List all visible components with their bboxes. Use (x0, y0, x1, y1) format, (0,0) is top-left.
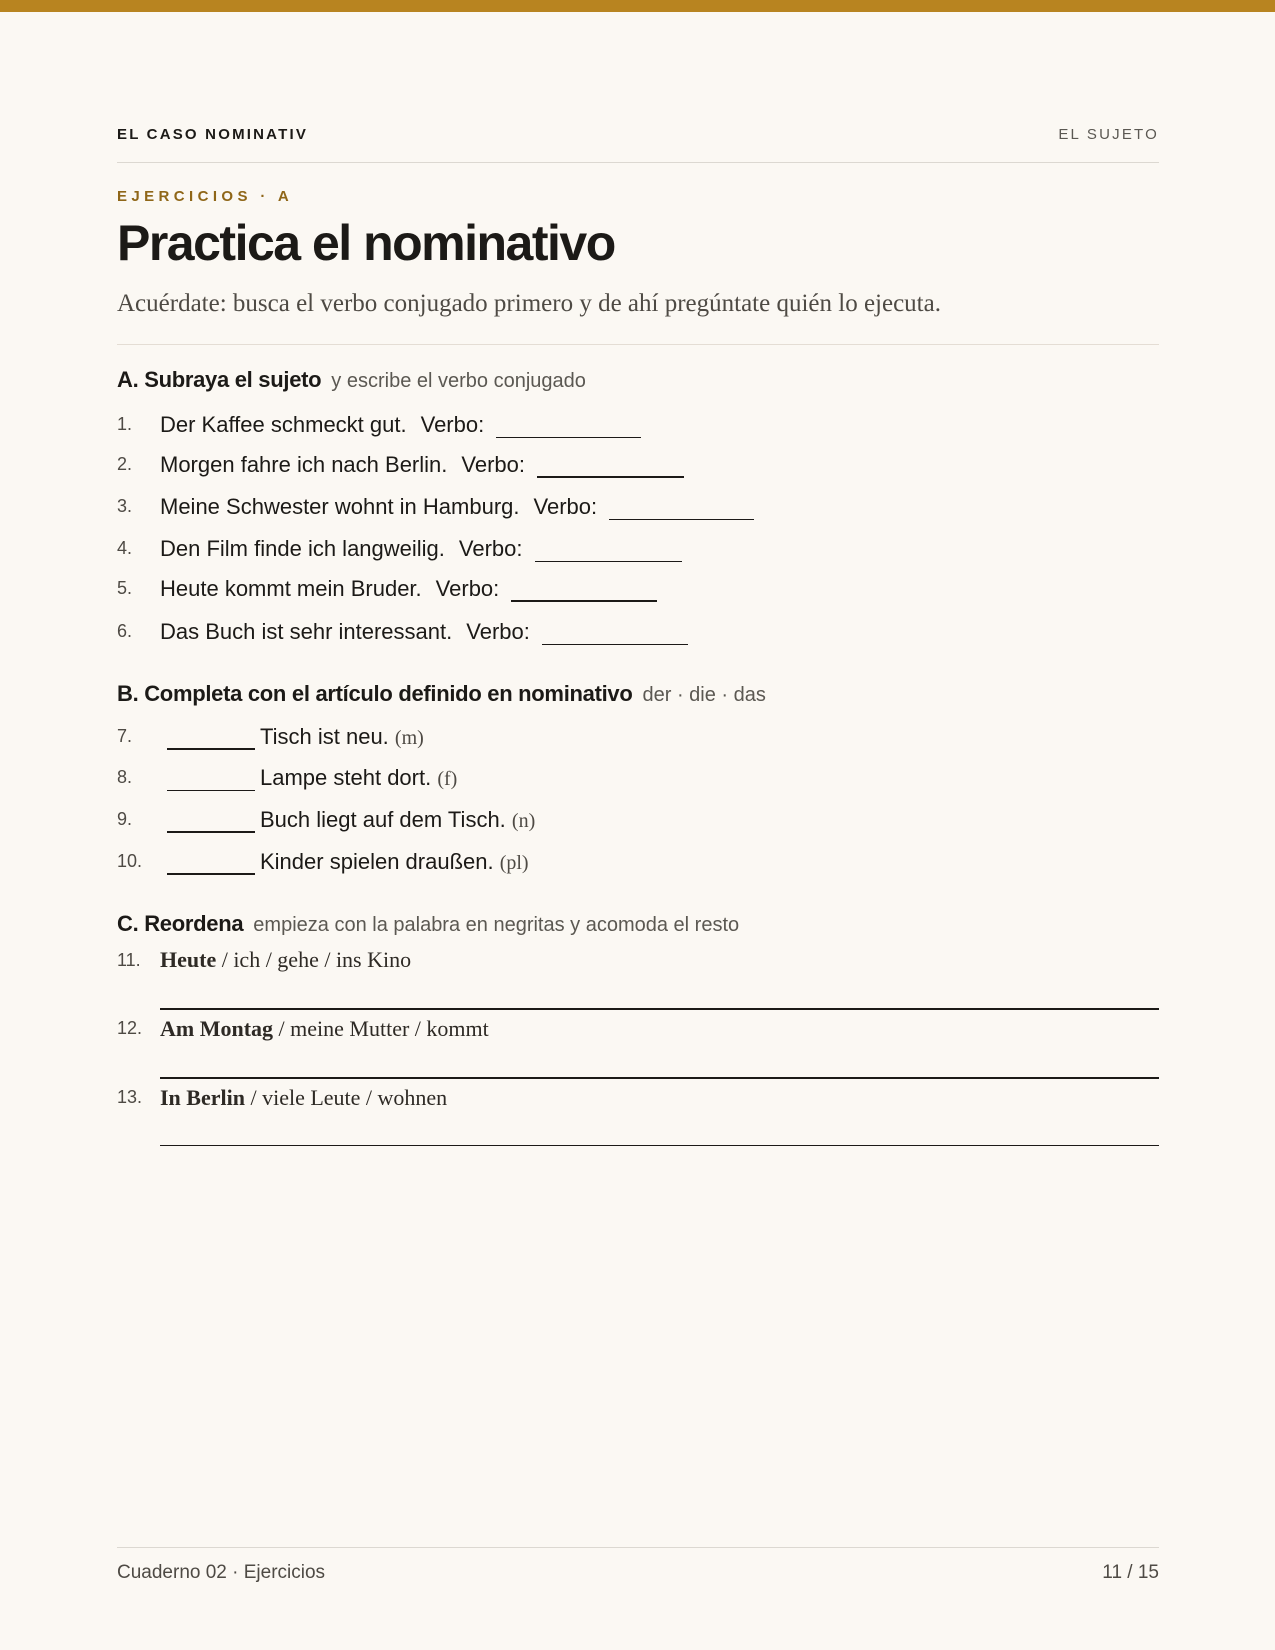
answer-blank[interactable] (542, 644, 688, 645)
reorder-prompt (160, 947, 411, 973)
answer-blank[interactable] (511, 600, 657, 602)
verbo-label: Verbo: (435, 576, 500, 601)
section-a-title: A. Subraya el sujeto (117, 367, 322, 392)
item-sentence: Buch liegt auf dem Tisch. (260, 807, 506, 832)
verbo-label: Verbo: (461, 452, 525, 477)
item-number: 2. (117, 454, 133, 474)
article-blank[interactable] (167, 831, 255, 833)
item-number: 7. (117, 726, 133, 746)
item-number: 8. (117, 767, 133, 787)
verbo-label: Verbo: (458, 536, 523, 561)
article-blank[interactable] (167, 790, 255, 791)
gender-hint: (f) (437, 768, 458, 790)
reorder-rest: / meine Mutter / kommt (273, 1016, 489, 1041)
verbo-label: Verbo: (466, 619, 530, 644)
item-number: 6. (117, 621, 133, 641)
reorder-rest: / ich / gehe / ins Kino (216, 947, 412, 972)
title-divider (117, 344, 1159, 345)
section-a-heading (117, 366, 586, 395)
item-number: 12. (117, 1018, 143, 1038)
item-sentence: Lampe steht dort. (260, 765, 432, 790)
verbo-label: Verbo: (533, 494, 598, 519)
exercise-item (167, 722, 424, 753)
verbo-label: Verbo: (420, 412, 485, 437)
exercise-item (160, 450, 684, 480)
page-title: Practica el nominativo (117, 215, 615, 271)
item-sentence: Das Buch ist sehr interessant. (160, 619, 453, 644)
header-topic: EL SUJETO (1058, 126, 1159, 143)
answer-line[interactable] (160, 1008, 1159, 1010)
item-number: 1. (117, 414, 133, 434)
reorder-start-word: Heute (160, 947, 217, 972)
running-header (117, 126, 1159, 163)
answer-blank[interactable] (609, 519, 754, 520)
article-blank[interactable] (167, 748, 255, 750)
exercise-item (160, 492, 754, 522)
answer-blank[interactable] (537, 476, 684, 478)
reorder-start-word: In Berlin (160, 1085, 245, 1110)
item-sentence: Morgen fahre ich nach Berlin. (160, 452, 448, 477)
exercise-item (160, 617, 688, 647)
item-number: 10. (117, 851, 143, 871)
item-number: 9. (117, 809, 133, 829)
footer-notebook: Cuaderno 02 · Ejercicios (117, 1562, 326, 1583)
section-b-subtitle: der · die · das (642, 684, 766, 706)
section-c-title: C. Reordena (117, 911, 244, 936)
item-sentence: Meine Schwester wohnt in Hamburg. (160, 494, 520, 519)
item-number: 4. (117, 538, 133, 558)
item-number: 13. (117, 1087, 143, 1107)
reorder-start-word: Am Montag (160, 1016, 274, 1041)
item-sentence: Kinder spielen draußen. (260, 849, 494, 874)
reorder-rest: / viele Leute / wohnen (244, 1085, 448, 1110)
exercise-item (167, 763, 457, 794)
page-number: 11 / 15 (1102, 1562, 1159, 1583)
article-blank[interactable] (167, 873, 255, 875)
footer-divider (117, 1547, 1159, 1548)
item-sentence: Tisch ist neu. (260, 724, 389, 749)
header-chapter: EL CASO NOMINATIV (117, 126, 309, 143)
item-sentence: Den Film finde ich langweilig. (160, 536, 445, 561)
item-sentence: Heute kommt mein Bruder. (160, 576, 422, 601)
section-a-subtitle: y escribe el verbo conjugado (331, 370, 586, 392)
item-number: 3. (117, 496, 133, 516)
exercise-item (160, 534, 682, 564)
section-c-subtitle: empieza con la palabra en negritas y acomoda el resto (253, 914, 740, 936)
item-number: 5. (117, 578, 133, 598)
exercise-eyebrow: EJERCICIOS · A (117, 188, 294, 205)
section-b-heading (117, 680, 766, 709)
section-b-title: B. Completa con el artículo definido en nominativo (117, 681, 633, 706)
reorder-prompt (160, 1016, 489, 1042)
exercise-item (160, 574, 657, 604)
item-sentence: Der Kaffee schmeckt gut. (160, 412, 407, 437)
gender-hint: (m) (394, 727, 424, 749)
answer-line[interactable] (160, 1145, 1159, 1146)
reorder-prompt (160, 1085, 447, 1111)
section-c-heading (117, 910, 739, 939)
worksheet-page (117, 0, 1159, 1650)
answer-blank[interactable] (535, 561, 682, 562)
exercise-item (160, 410, 641, 440)
gender-hint: (pl) (499, 852, 529, 874)
gender-hint: (n) (511, 810, 536, 832)
answer-line[interactable] (160, 1077, 1159, 1079)
exercise-item (167, 847, 529, 878)
item-number: 11. (117, 950, 141, 970)
page-subtitle: Acuérdate: busca el verbo conjugado primero y de ahí pregúntate quién lo ejecuta. (117, 290, 941, 317)
exercise-item (167, 805, 535, 836)
answer-blank[interactable] (496, 437, 641, 438)
